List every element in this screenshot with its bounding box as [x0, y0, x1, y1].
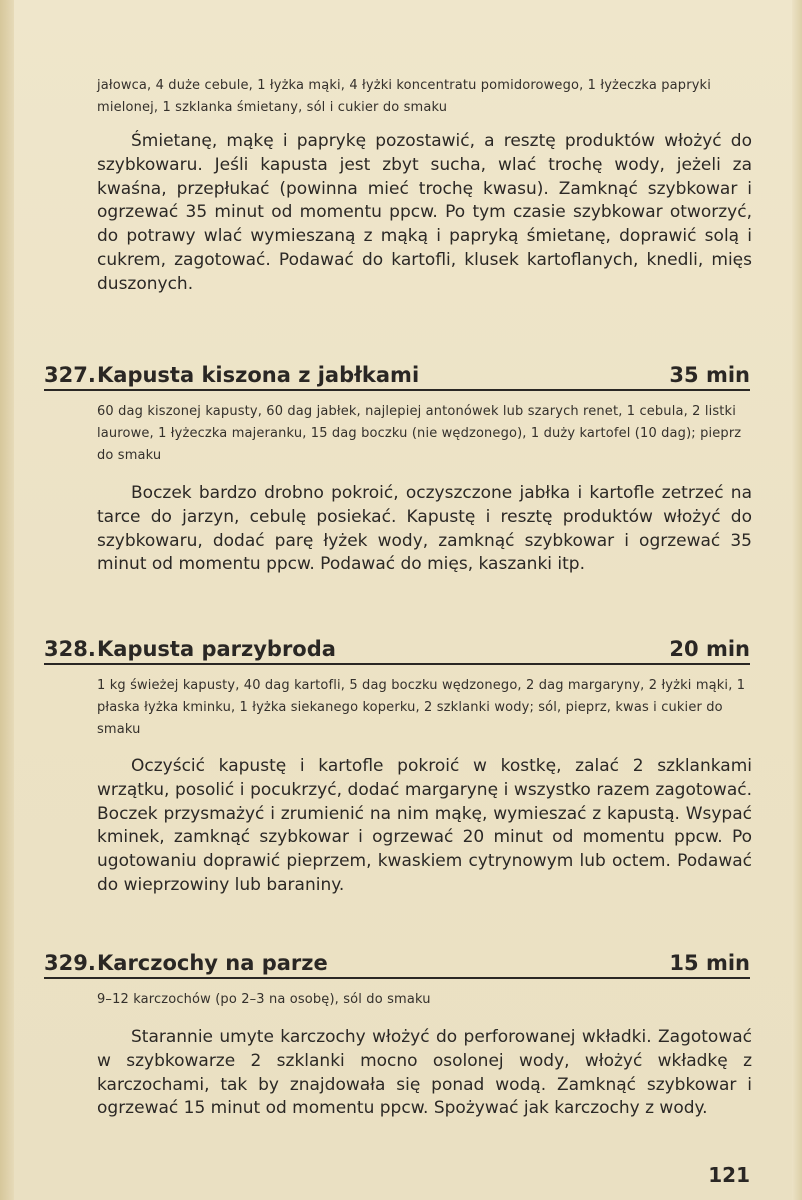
page-right-edge [792, 0, 802, 1200]
recipe-time: 20 min [669, 637, 750, 661]
recipe-instructions-327 [97, 482, 752, 577]
continued-instructions-text: Śmietanę, mąkę i paprykę pozostawić, a resztę produktów włożyć do szybkowaru. Jeśli kapusta jest zbyt sucha, wlać trochę wody, jeżeli za kwaśna, przepłukać (powinna mieć trochę kwasu). Zamknąć szybkowar i ogrzewać 35 minut od momentu ppcw. Po tym czasie szybkowar otworzyć, do potrawy wlać wymieszaną z mąką i papryką śmietanę, doprawić solą i cukrem, zagotować. Podawać do kartofli, klusek kartoflanych, knedli, mięs duszonych. [97, 131, 752, 294]
continued-ingredients: jałowca, 4 duże cebule, 1 łyżka mąki, 4 łyżki koncentratu pomidorowego, 1 łyżeczka papryki mielonej, 1 szklanka śmietany, sól i cukier do smaku [97, 78, 711, 115]
page-left-edge [0, 0, 14, 1200]
recipe-time: 15 min [669, 951, 750, 975]
recipe-number: 329. [44, 951, 96, 975]
recipe-time: 35 min [669, 363, 750, 387]
page-number: 121 [708, 1163, 750, 1187]
recipe-title: Kapusta parzybroda [97, 637, 336, 661]
recipe-ingredients-329: 9–12 karczochów (po 2–3 na osobę), sól do smaku [97, 992, 431, 1007]
recipe-instructions-328 [97, 755, 752, 898]
recipe-instructions-text: Boczek bardzo drobno pokroić, oczyszczone jabłka i kartofle zetrzeć na tarce do jarzyn, cebulę posiekać. Kapustę i resztę produktów włożyć do szybkowaru, dodać parę łyżek wody, zamknąć szybkowar i ogrzewać 35 minut od momentu ppcw. Podawać do mięs, kaszanki itp. [97, 483, 752, 575]
recipe-header-327 [44, 355, 750, 391]
recipe-instructions-329 [97, 1026, 752, 1121]
recipe-title: Kapusta kiszona z jabłkami [97, 363, 420, 387]
recipe-number: 327. [44, 363, 96, 387]
recipe-header-329 [44, 943, 750, 979]
recipe-ingredients-327: 60 dag kiszonej kapusty, 60 dag jabłek, najlepiej antonówek lub szarych renet, 1 cebula, 2 listki laurowe, 1 łyżeczka majeranku, 15 dag boczku (nie wędzonego), 1 duży kartofel (10 dag); pieprz do smaku [97, 404, 742, 463]
recipe-instructions-text: Oczyścić kapustę i kartofle pokroić w kostkę, zalać 2 szklankami wrzątku, posolić i pocukrzyć, dodać margarynę i wszystko razem zagotować. Boczek przysmażyć i zrumienić na nim mąkę, wymieszać z kapustą. Wsypać kminek, zamknąć szybkowar i ogrzewać 20 minut od momentu ppcw. Po ugotowaniu doprawić pieprzem, kwaskiem cytrynowym lub octem. Podawać do wieprzowiny lub baraniny. [97, 756, 752, 895]
recipe-title: Karczochy na parze [97, 951, 328, 975]
recipe-instructions-text: Starannie umyte karczochy włożyć do perforowanej wkładki. Zagotować w szybkowarze 2 szklanki mocno osolonej wody, włożyć wkładkę z karczochami, tak by znajdowała się ponad wodą. Zamknąć szybkowar i ogrzewać 15 minut od momentu ppcw. Spożywać jak karczochy z wody. [97, 1027, 752, 1119]
continued-instructions [97, 130, 752, 297]
recipe-header-328 [44, 629, 750, 665]
recipe-number: 328. [44, 637, 96, 661]
recipe-ingredients-328: 1 kg świeżej kapusty, 40 dag kartofli, 5 dag boczku wędzonego, 2 dag margaryny, 2 łyżki mąki, 1 płaska łyżka kminku, 1 łyżka siekanego koperku, 2 szklanki wody; sól, pieprz, kwas i cukier do smaku [97, 678, 746, 737]
